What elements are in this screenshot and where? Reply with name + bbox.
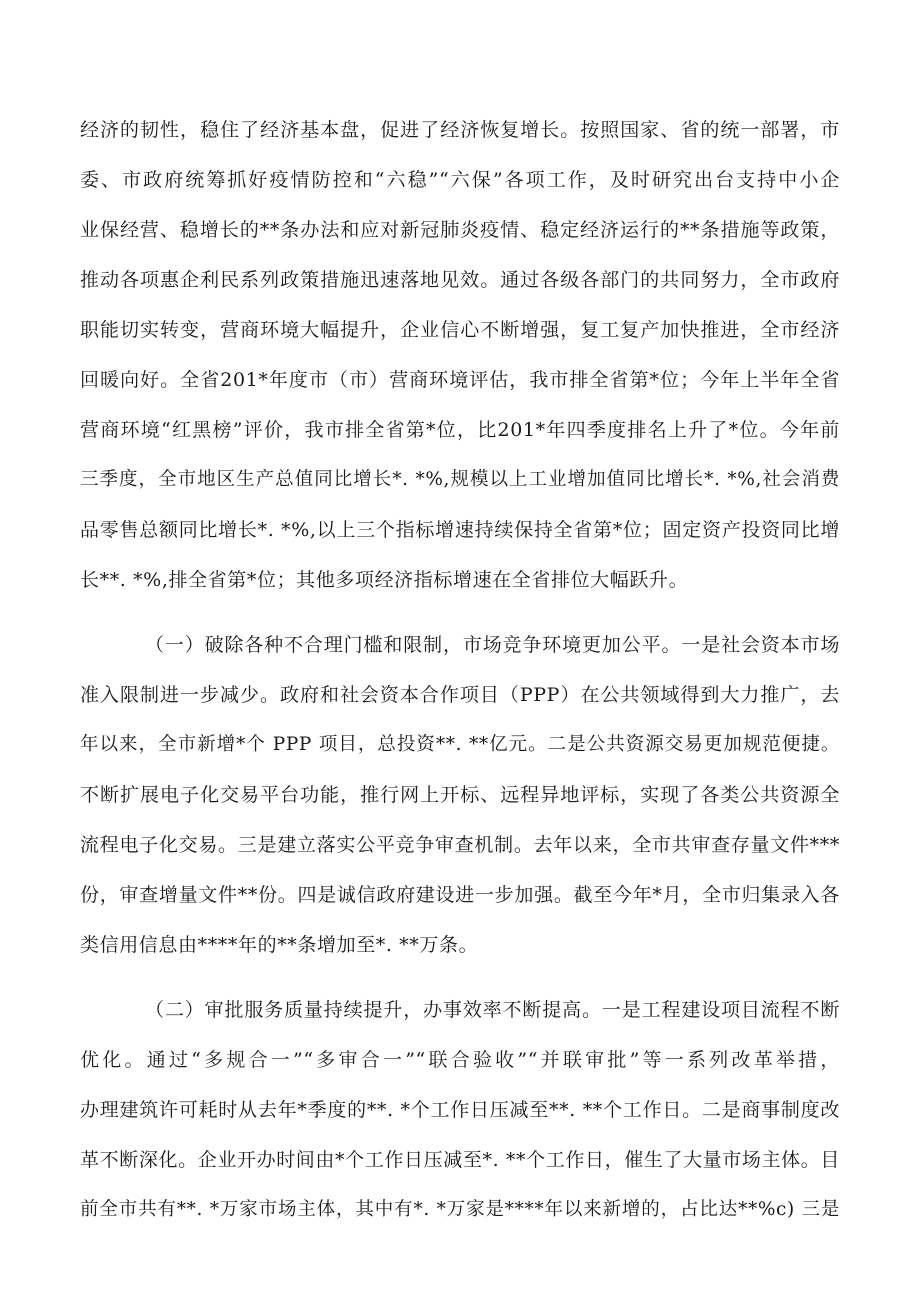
paragraph-3-line-2: 优化。通过“多规合一”“多审合一”“联合验收”“并联审批”等一系列改革举措， bbox=[80, 1049, 840, 1071]
paragraph-1-line-2: 委、市政府统筹抓好疫情防控和“六稳”“六保”各项工作，及时研究出台支持中小企 bbox=[80, 169, 840, 191]
paragraph-1-line-1: 经济的韧性，稳住了经济基本盘，促进了经济恢复增长。按照国家、省的统一部署，市 bbox=[80, 119, 840, 141]
paragraph-1-line-9: 品零售总额同比增长*. *%,以上三个指标增速持续保持全省第*位；固定资产投资同比增 bbox=[80, 519, 840, 541]
paragraph-2-line-2: 准入限制进一步减少。政府和社会资本合作项目（PPP）在公共领域得到大力推广，去 bbox=[80, 684, 840, 706]
paragraph-1-line-7: 营商环境“红黑榜”评价，我市排全省第*位，比201*年四季度排名上升了*位。今年前 bbox=[80, 419, 840, 441]
paragraph-1-line-4: 推动各项惠企利民系列政策措施迅速落地见效。通过各级各部门的共同努力，全市政府 bbox=[80, 269, 840, 291]
paragraph-2-line-4: 不断扩展电子化交易平台功能，推行网上开标、远程异地评标，实现了各类公共资源全 bbox=[80, 784, 840, 806]
paragraph-2-line-3: 年以来，全市新增*个 PPP 项目，总投资**. **亿元。二是公共资源交易更加规范便捷。 bbox=[80, 734, 840, 755]
paragraph-3-line-3: 办理建筑许可耗时从去年*季度的**. *个工作日压减至**. **个工作日。二是商事制度改 bbox=[80, 1099, 840, 1121]
paragraph-2-line-7: 类信用信息由****年的**条增加至*. **万条。 bbox=[80, 934, 479, 956]
paragraph-1-line-5: 职能切实转变，营商环境大幅提升，企业信心不断增强，复工复产加快推进，全市经济 bbox=[80, 319, 840, 341]
paragraph-2-line-5: 流程电子化交易。三是建立落实公平竞争审查机制。去年以来，全市共审查存量文件*** bbox=[80, 834, 840, 856]
paragraph-3-line-5: 前全市共有**. *万家市场主体，其中有*. *万家是****年以来新增的，占比达**%c) 三是 bbox=[80, 1199, 840, 1220]
paragraph-3-line-4: 革不断深化。企业开办时间由*个工作日压减至*. **个工作日，催生了大量市场主体。目 bbox=[80, 1149, 840, 1171]
paragraph-1-line-8: 三季度，全市地区生产总值同比增长*. *%,规模以上工业增加值同比增长*. *%,社会消费 bbox=[80, 469, 840, 490]
paragraph-1-line-3: 业保经营、稳增长的**条办法和应对新冠肺炎疫情、稳定经济运行的**条措施等政策， bbox=[80, 219, 840, 241]
paragraph-2-line-6: 份，审查增量文件**份。四是诚信政府建设进一步加强。截至今年*月，全市归集录入各 bbox=[80, 884, 840, 906]
paragraph-1-line-6: 回暖向好。全省201*年度市（市）营商环境评估，我市排全省第*位；今年上半年全省 bbox=[80, 369, 840, 391]
paragraph-3-line-1: （二）审批服务质量持续提升，办事效率不断提高。一是工程建设项目流程不断 bbox=[145, 999, 840, 1021]
paragraph-1-line-10: 长**. *%,排全省第*位；其他多项经济指标增速在全省排位大幅跃升。 bbox=[80, 569, 689, 591]
paragraph-2-line-1: （一）破除各种不合理门槛和限制，市场竞争环境更加公平。一是社会资本市场 bbox=[145, 634, 840, 656]
